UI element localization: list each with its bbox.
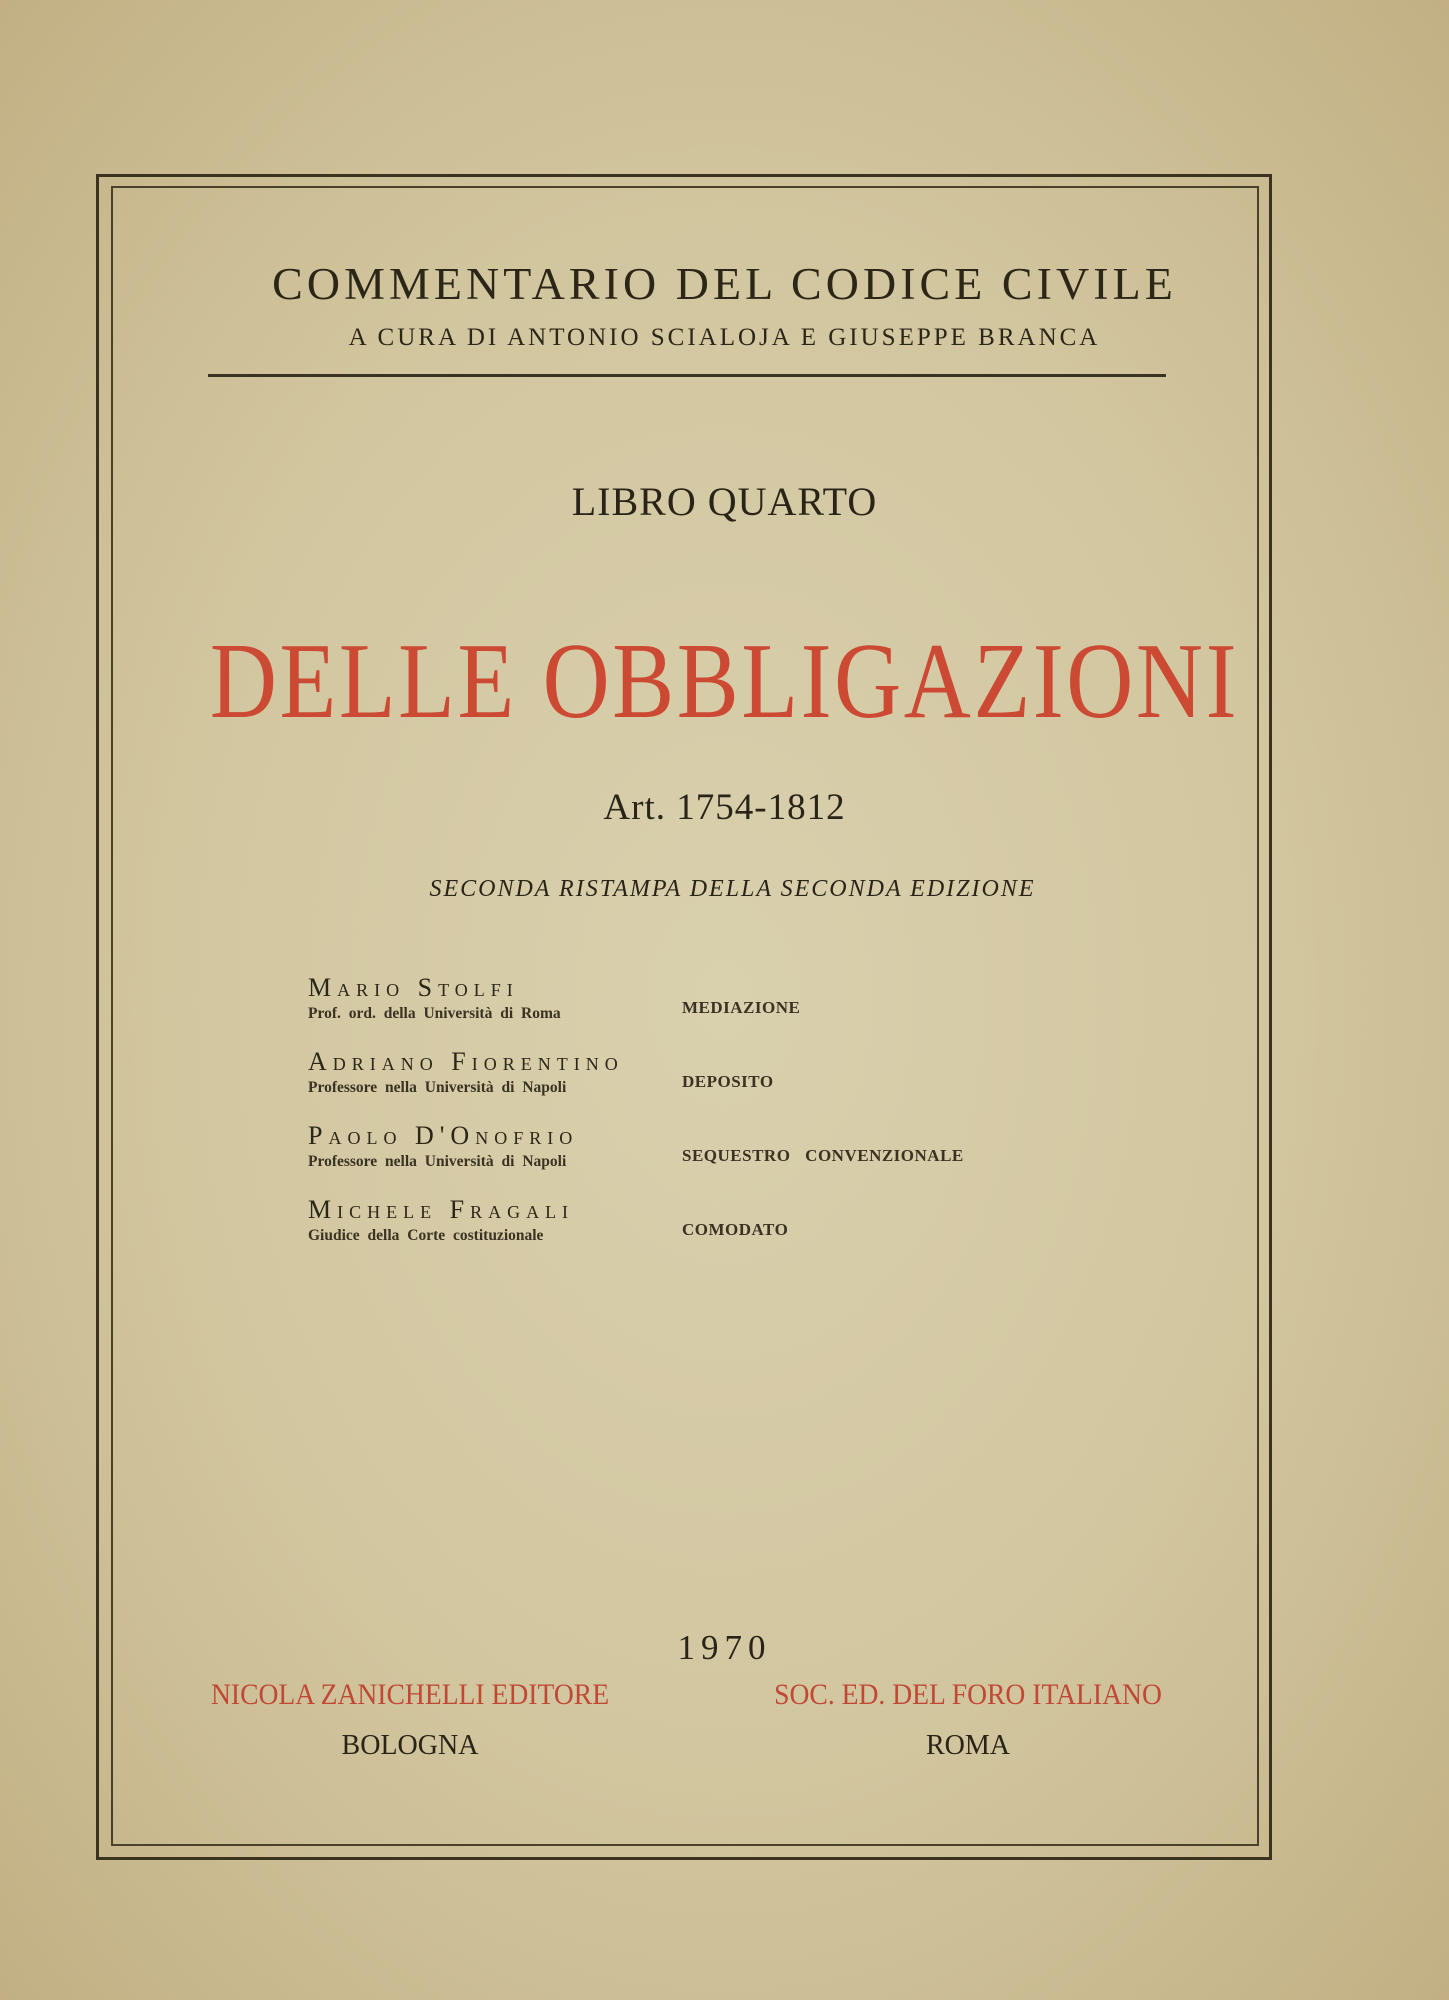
author-topic: DEPOSITO [682,1072,774,1091]
publisher-city: BOLOGNA [341,1730,479,1761]
author-name: Michele Fragali [308,1195,575,1224]
publishers-block [160,1678,1210,1798]
author-topic: COMODATO [682,1220,789,1239]
author-name: Mario Stolfi [308,973,519,1002]
author-affiliation: Professore nella Università di Napoli [308,1079,567,1096]
author-affiliation: Prof. ord. della Università di Roma [308,1005,561,1022]
main-title: DELLE OBBLIGAZIONI [209,622,1240,741]
publisher-city: ROMA [925,1730,1010,1761]
author-entry [308,1120,1108,1194]
author-entry [308,1046,1108,1120]
series-title: COMMENTARIO DEL CODICE CIVILE [272,259,1177,309]
edition-note: SECONDA RISTAMPA DELLA SECONDA EDIZIONE [429,876,1036,902]
author-affiliation: Professore nella Università di Napoli [308,1153,567,1170]
authors-list [308,972,1108,1268]
author-affiliation: Giudice della Corte costituzionale [308,1227,544,1244]
articles-range: Art. 1754-1812 [603,787,846,828]
author-entry [308,972,1108,1046]
publisher-name: NICOLA ZANICHELLI EDITORE [210,1678,610,1711]
publisher-name: SOC. ED. DEL FORO ITALIANO [774,1678,1162,1711]
author-topic: MEDIAZIONE [682,998,801,1017]
author-topic: SEQUESTRO CONVENZIONALE [682,1146,964,1165]
book-label: LIBRO QUARTO [571,479,878,524]
author-entry [308,1194,1108,1268]
author-name: Paolo D'Onofrio [308,1121,579,1150]
editors-line: A CURA DI ANTONIO SCIALOJA E GIUSEPPE BRANCA [348,324,1101,351]
author-name: Adriano Fiorentino [308,1047,624,1076]
publication-year: 1970 [677,1628,772,1667]
horizontal-rule [208,374,1166,377]
